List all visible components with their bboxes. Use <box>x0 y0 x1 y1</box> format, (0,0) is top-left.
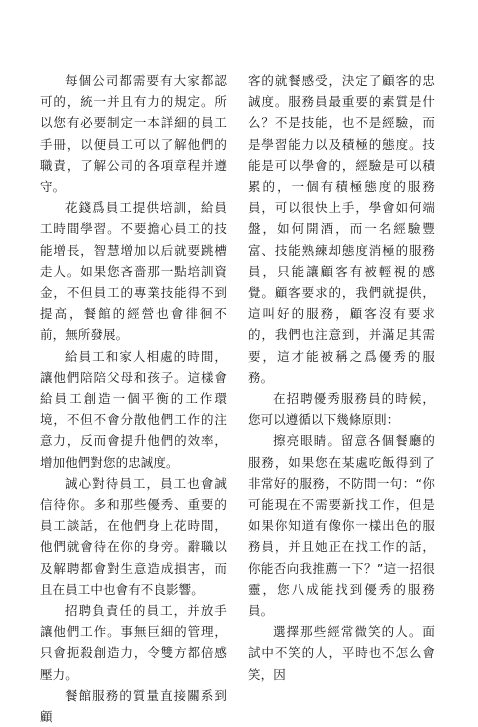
paragraph: 招聘負責任的員工，并放手讓他們工作。事無巨細的管理，只會扼殺創造力，令雙方都倍感壓力。 <box>40 603 227 682</box>
paragraph: 每個公司都需要有大家都認可的，統一并且有力的規定。所以您有必要制定一本詳細的員工手冊，以便員工可以了解他們的職責，了解公司的各項章程并遵守。 <box>40 73 227 195</box>
paragraph: 在招聘優秀服務員的時候，您可以遵循以下幾條原則： <box>248 391 435 428</box>
paragraph: 客的就餐感受，決定了顧客的忠誠度。服務員最重要的素質是什么？不是技能，也不是經驗，而是學習能力以及積極的態度。技能是可以學會的，經驗是可以積累的，一個有積極態度的服務員，可以很快上手，學會如何端盤，如何開酒，而一名經驗豐富、技能熟練却態度消極的服務員，只能讓顧客有被輕視的感覺。顧客要求的，我們就提供，這叫好的服務，顧客沒有要求的，我們也注意到，并滿足其需要，這才能被稱之爲優秀的服務。 <box>248 73 435 385</box>
paragraph: 花錢爲員工提供培訓，給員工時間學習。不要擔心員工的技能增長，智慧增加以后就要跳槽走人。如果您吝嗇那一點培訓資金，不但員工的專業技能得不到提高，餐館的經營也會徘徊不前，無所發展。 <box>40 200 227 343</box>
paragraph: 餐館服務的質量直接關系到顧 <box>40 687 227 725</box>
paragraph: 擦亮眼睛。留意各個餐廳的服務，如果您在某處吃飯得到了非常好的服務，不防問一句：“你可能現在不需要新找工作，但是如果你知道有像你一樣出色的服務員，并且她正在找工作的話，你能否向我推薦一下？”這一招很靈，您八成能找到優秀的服務員。 <box>248 433 435 619</box>
right-column <box>248 70 435 685</box>
left-column <box>40 70 227 727</box>
paragraph: 選擇那些經常微笑的人。面試中不笑的人，平時也不怎么會笑，因 <box>248 624 435 682</box>
paragraph: 給員工和家人相處的時間，讓他們陪陪父母和孩子。這樣會給員工創造一個平衡的工作環境，不但不會分散他們工作的注意力，反而會提升他們的效率，增加他們對您的忠誠度。 <box>40 348 227 470</box>
paragraph: 誠心對待員工，員工也會誠信待你。多和那些優秀、重要的員工談話，在他們身上花時間，他們就會待在你的身旁。辭職以及解聘都會對生意造成損害，而且在員工中也會有不良影響。 <box>40 475 227 597</box>
